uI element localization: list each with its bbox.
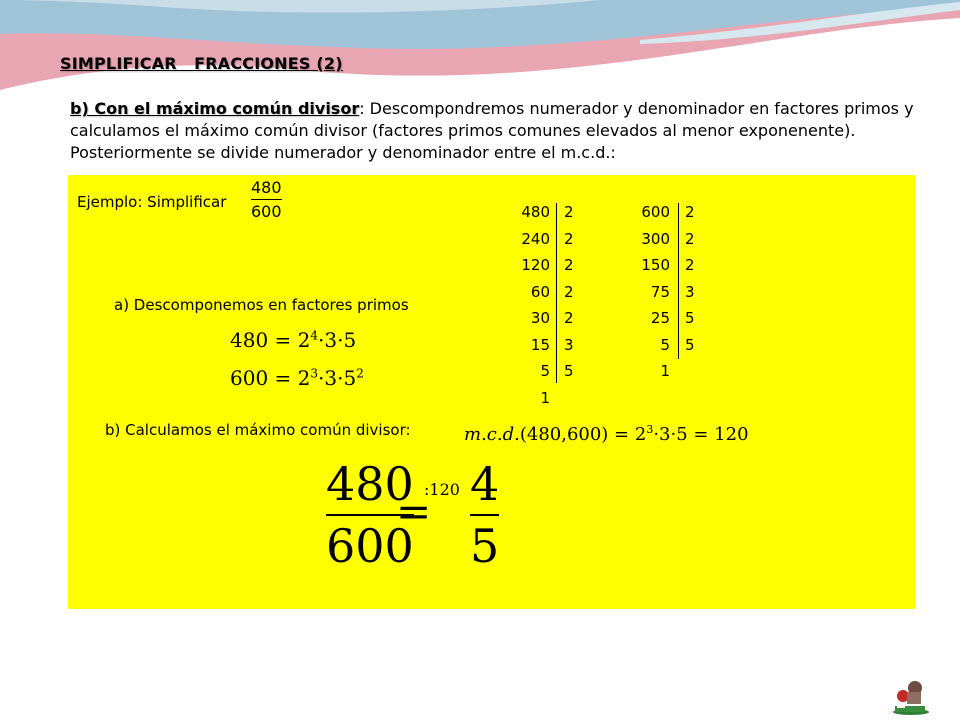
step-a-label: a) Descomponemos en factores primos	[114, 296, 409, 314]
mcd-rhs: ·3·5 = 120	[653, 424, 749, 445]
decomp-600-n6: 1	[660, 362, 670, 380]
eq2-mid: ·3·5	[318, 366, 357, 390]
decomp-600-divider	[678, 203, 679, 359]
eq2-exp1: 3	[310, 366, 319, 381]
decomp-600-f5: 5	[685, 335, 695, 354]
decomp-480-n4: 30	[530, 309, 550, 327]
decomp-480-f5: 3	[564, 335, 574, 354]
example-label: Ejemplo: Simplificar	[77, 193, 227, 211]
eq1-lhs: 480 = 2	[230, 328, 311, 352]
decomp-600-n4: 25	[650, 309, 670, 327]
decomp-480-f0: 2	[564, 203, 574, 221]
mcd-args: (480,600) = 2	[519, 424, 647, 445]
result-divisor: :120	[424, 480, 460, 499]
intro-lead: b) Con el máximo común divisor	[70, 99, 360, 118]
decomp-600-n2: 150	[641, 256, 670, 274]
decomp-480-f6: 5	[564, 362, 574, 380]
decomp-600-n1: 300	[641, 229, 670, 248]
result-denominator: 600	[326, 519, 414, 573]
decomp-600-f3: 3	[685, 282, 695, 301]
decomp-600-numbers	[630, 199, 670, 385]
decomp-480-n0: 480	[521, 203, 550, 221]
decomp-480-f2: 2	[564, 256, 574, 274]
eq1-exp: 4	[310, 328, 319, 343]
decomp-480-factors	[564, 199, 574, 385]
eq2-lhs: 600 = 2	[230, 366, 311, 390]
step-b-label: b) Calculamos el máximo común divisor:	[105, 421, 411, 439]
result-simplified-fraction	[470, 457, 499, 573]
example-box	[68, 175, 915, 609]
fraction-bar	[251, 199, 282, 200]
eq1-rhs: ·3·5	[318, 328, 357, 352]
decomp-600-f0: 2	[685, 203, 695, 221]
intro-text: : Descompondremos numerador y denominador en factores primos y calculamos el máximo común divisor (factores primos comunes elevados al menor exponenente). Posteriormente se divide numerador y denominador entre el m.c.d.:	[70, 99, 914, 162]
decomp-480-n6: 5	[540, 362, 550, 380]
mcd-lhs: m.c.d.	[464, 424, 520, 445]
decomp-480-n7: 1	[540, 388, 550, 407]
decomp-600-n0: 600	[641, 203, 670, 221]
example-fraction	[251, 178, 282, 221]
mcd-exp: 3	[646, 423, 654, 436]
simplified-fraction-bar	[470, 514, 499, 516]
mascot-logo-icon	[885, 672, 935, 716]
example-numerator: 480	[251, 178, 282, 197]
decomp-480-f4: 2	[564, 309, 574, 327]
decomp-600-f2: 2	[685, 256, 695, 274]
decomp-480-n1: 240	[521, 229, 550, 248]
decomp-600-factors	[685, 199, 695, 358]
page-title: SIMPLIFICAR FRACCIONES (2)	[60, 54, 343, 73]
factorization-480	[230, 328, 356, 352]
simplified-numerator: 4	[470, 457, 500, 511]
factorization-600	[230, 366, 364, 390]
simplified-denominator: 5	[470, 519, 500, 573]
decomp-600-f1: 2	[685, 229, 695, 248]
result-numerator: 480	[326, 457, 414, 511]
mcd-equation	[464, 423, 749, 445]
decomp-480-n5: 15	[530, 335, 550, 354]
decomp-480-numbers	[512, 199, 550, 411]
decomp-600-f4: 5	[685, 309, 695, 327]
eq2-exp2: 2	[356, 366, 364, 381]
decomp-480-n3: 60	[530, 282, 550, 301]
decomp-480-f1: 2	[564, 229, 574, 248]
decomp-480-f3: 2	[564, 282, 574, 301]
example-denominator: 600	[251, 202, 282, 221]
decomp-480-n2: 120	[521, 256, 550, 274]
decomp-480-divider	[556, 203, 557, 383]
decomp-600-n5: 5	[660, 335, 670, 354]
result-equals: =	[396, 487, 432, 536]
intro-paragraph	[70, 98, 940, 164]
decomp-600-n3: 75	[650, 282, 670, 301]
